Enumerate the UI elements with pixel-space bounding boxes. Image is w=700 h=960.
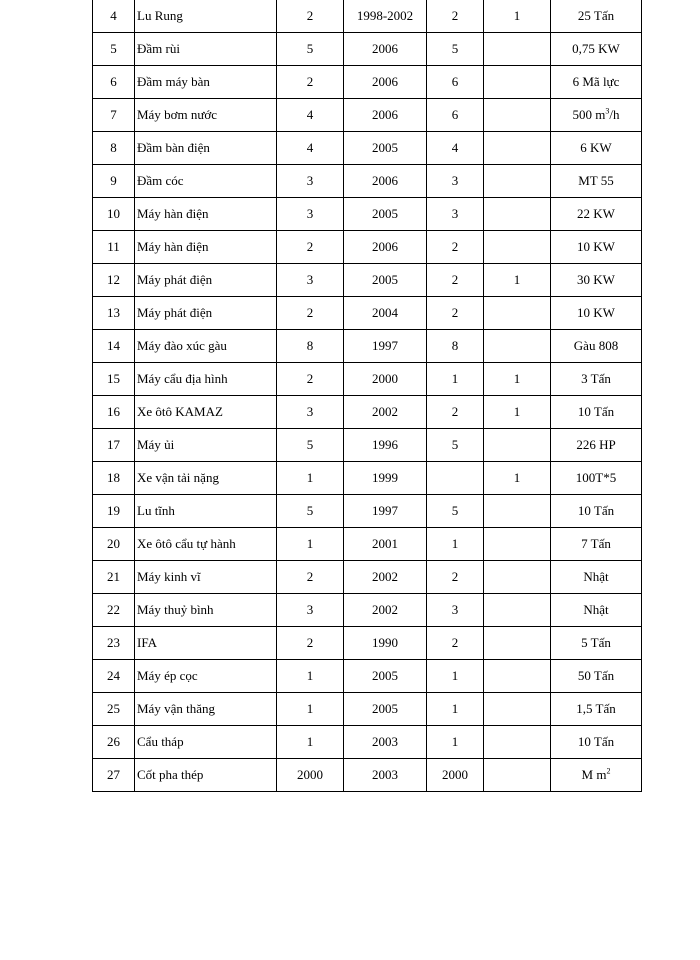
year-of-manufacture: 2002 [344,561,427,594]
table-row [93,759,642,792]
capacity-spec: 6 Mã lực [551,66,642,99]
equipment-name: Xe vận tải nặng [135,462,277,495]
repair-count [484,132,551,165]
capacity-spec: 30 KW [551,264,642,297]
year-of-manufacture: 2005 [344,198,427,231]
repair-count [484,297,551,330]
equipment-name: Máy đào xúc gàu [135,330,277,363]
capacity-spec: 10 KW [551,297,642,330]
good-condition-count: 3 [427,198,484,231]
repair-count: 1 [484,0,551,33]
year-of-manufacture: 2006 [344,66,427,99]
equipment-name: Xe ôtô KAMAZ [135,396,277,429]
repair-count [484,726,551,759]
capacity-spec: 25 Tấn [551,0,642,33]
good-condition-count: 6 [427,99,484,132]
capacity-spec [551,759,642,792]
good-condition-count: 2 [427,396,484,429]
capacity-spec-text: 500 m [572,106,606,122]
good-condition-count: 1 [427,660,484,693]
capacity-spec: 1,5 Tấn [551,693,642,726]
quantity: 5 [277,495,344,528]
good-condition-count: 1 [427,693,484,726]
row-number: 23 [93,627,135,660]
row-number: 20 [93,528,135,561]
repair-count [484,231,551,264]
equipment-table [92,0,642,792]
year-of-manufacture: 1997 [344,495,427,528]
equipment-rows [93,0,642,792]
row-number: 12 [93,264,135,297]
quantity: 8 [277,330,344,363]
table-row [93,0,642,33]
capacity-spec [551,99,642,132]
equipment-name: Máy cẩu địa hình [135,363,277,396]
quantity: 3 [277,165,344,198]
row-number: 19 [93,495,135,528]
good-condition-count: 2 [427,627,484,660]
repair-count [484,495,551,528]
table-row [93,429,642,462]
repair-count [484,165,551,198]
quantity: 5 [277,429,344,462]
repair-count: 1 [484,396,551,429]
repair-count [484,330,551,363]
good-condition-count: 2 [427,561,484,594]
table-row [93,495,642,528]
year-of-manufacture: 2002 [344,396,427,429]
quantity: 2000 [277,759,344,792]
year-of-manufacture: 1999 [344,462,427,495]
equipment-name: Máy vận thăng [135,693,277,726]
equipment-name: Đầm rùi [135,33,277,66]
year-of-manufacture: 2005 [344,132,427,165]
good-condition-count: 2 [427,297,484,330]
row-number: 11 [93,231,135,264]
quantity: 2 [277,627,344,660]
row-number: 24 [93,660,135,693]
year-of-manufacture: 1998-2002 [344,0,427,33]
table-row [93,231,642,264]
table-row [93,198,642,231]
capacity-spec: 10 Tấn [551,396,642,429]
good-condition-count: 6 [427,66,484,99]
good-condition-count: 5 [427,495,484,528]
equipment-name: Máy ủi [135,429,277,462]
quantity: 3 [277,396,344,429]
equipment-name: Máy phát điện [135,264,277,297]
row-number: 4 [93,0,135,33]
year-of-manufacture: 1990 [344,627,427,660]
good-condition-count: 2 [427,264,484,297]
table-row [93,66,642,99]
repair-count [484,99,551,132]
capacity-spec-superscript: 2 [606,766,611,776]
table-row [93,99,642,132]
row-number: 26 [93,726,135,759]
repair-count [484,627,551,660]
good-condition-count: 2000 [427,759,484,792]
table-row [93,462,642,495]
year-of-manufacture: 1996 [344,429,427,462]
table-row [93,693,642,726]
row-number: 22 [93,594,135,627]
year-of-manufacture: 2006 [344,33,427,66]
quantity: 2 [277,561,344,594]
capacity-spec: 226 HP [551,429,642,462]
quantity: 4 [277,132,344,165]
quantity: 2 [277,297,344,330]
equipment-name: Máy ép cọc [135,660,277,693]
year-of-manufacture: 2003 [344,759,427,792]
row-number: 6 [93,66,135,99]
good-condition-count [427,462,484,495]
quantity: 1 [277,660,344,693]
repair-count: 1 [484,363,551,396]
capacity-spec-superscript: 3 [605,106,610,116]
equipment-name: Máy phát điện [135,297,277,330]
good-condition-count: 3 [427,594,484,627]
table-row [93,330,642,363]
capacity-spec: 22 KW [551,198,642,231]
good-condition-count: 1 [427,528,484,561]
quantity: 1 [277,528,344,561]
table-row [93,561,642,594]
equipment-name: IFA [135,627,277,660]
quantity: 2 [277,0,344,33]
table-row [93,132,642,165]
year-of-manufacture: 2000 [344,363,427,396]
repair-count [484,759,551,792]
row-number: 5 [93,33,135,66]
good-condition-count: 1 [427,363,484,396]
repair-count [484,66,551,99]
repair-count [484,198,551,231]
year-of-manufacture: 2005 [344,660,427,693]
capacity-spec: 7 Tấn [551,528,642,561]
row-number: 8 [93,132,135,165]
row-number: 17 [93,429,135,462]
equipment-name: Xe ôtô cẩu tự hành [135,528,277,561]
capacity-spec-unit: /h [609,106,620,122]
row-number: 15 [93,363,135,396]
quantity: 4 [277,99,344,132]
equipment-name: Máy hàn điện [135,231,277,264]
table-row [93,528,642,561]
quantity: 1 [277,726,344,759]
capacity-spec: Nhật [551,561,642,594]
equipment-name: Lu Rung [135,0,277,33]
row-number: 10 [93,198,135,231]
table-row [93,264,642,297]
equipment-name: Lu tĩnh [135,495,277,528]
year-of-manufacture: 2006 [344,231,427,264]
year-of-manufacture: 2006 [344,99,427,132]
repair-count [484,660,551,693]
capacity-spec: 10 Tấn [551,726,642,759]
year-of-manufacture: 1997 [344,330,427,363]
repair-count [484,528,551,561]
equipment-name: Máy hàn điện [135,198,277,231]
table-row [93,594,642,627]
quantity: 2 [277,66,344,99]
table-row [93,33,642,66]
repair-count [484,594,551,627]
capacity-spec: 3 Tấn [551,363,642,396]
capacity-spec: 10 KW [551,231,642,264]
row-number: 25 [93,693,135,726]
equipment-name: Đầm máy bàn [135,66,277,99]
table-row [93,726,642,759]
capacity-spec: 0,75 KW [551,33,642,66]
equipment-name: Cốt pha thép [135,759,277,792]
repair-count [484,429,551,462]
row-number: 18 [93,462,135,495]
capacity-spec: 10 Tấn [551,495,642,528]
repair-count [484,33,551,66]
quantity: 5 [277,33,344,66]
repair-count [484,693,551,726]
year-of-manufacture: 2006 [344,165,427,198]
row-number: 9 [93,165,135,198]
capacity-spec-text: M m [581,766,607,782]
equipment-name: Đầm cóc [135,165,277,198]
capacity-spec: Nhật [551,594,642,627]
capacity-spec: 50 Tấn [551,660,642,693]
capacity-spec: MT 55 [551,165,642,198]
quantity: 3 [277,594,344,627]
table-row [93,627,642,660]
quantity: 3 [277,198,344,231]
good-condition-count: 1 [427,726,484,759]
row-number: 7 [93,99,135,132]
equipment-name: Máy bơm nước [135,99,277,132]
year-of-manufacture: 2003 [344,726,427,759]
row-number: 13 [93,297,135,330]
year-of-manufacture: 2005 [344,264,427,297]
capacity-spec: Gàu 808 [551,330,642,363]
row-number: 21 [93,561,135,594]
repair-count [484,561,551,594]
repair-count: 1 [484,264,551,297]
quantity: 3 [277,264,344,297]
equipment-table-page [92,0,641,792]
quantity: 1 [277,462,344,495]
table-row [93,396,642,429]
row-number: 14 [93,330,135,363]
equipment-name: Máy thuỷ bình [135,594,277,627]
good-condition-count: 8 [427,330,484,363]
good-condition-count: 2 [427,231,484,264]
table-row [93,660,642,693]
year-of-manufacture: 2005 [344,693,427,726]
row-number: 16 [93,396,135,429]
good-condition-count: 3 [427,165,484,198]
capacity-spec: 6 KW [551,132,642,165]
equipment-name: Đầm bàn điện [135,132,277,165]
repair-count: 1 [484,462,551,495]
good-condition-count: 5 [427,33,484,66]
year-of-manufacture: 2002 [344,594,427,627]
year-of-manufacture: 2001 [344,528,427,561]
quantity: 2 [277,231,344,264]
row-number: 27 [93,759,135,792]
table-row [93,297,642,330]
quantity: 2 [277,363,344,396]
good-condition-count: 2 [427,0,484,33]
equipment-name: Cẩu tháp [135,726,277,759]
quantity: 1 [277,693,344,726]
capacity-spec: 100T*5 [551,462,642,495]
good-condition-count: 5 [427,429,484,462]
table-row [93,165,642,198]
table-row [93,363,642,396]
year-of-manufacture: 2004 [344,297,427,330]
equipment-name: Máy kinh vĩ [135,561,277,594]
good-condition-count: 4 [427,132,484,165]
capacity-spec: 5 Tấn [551,627,642,660]
